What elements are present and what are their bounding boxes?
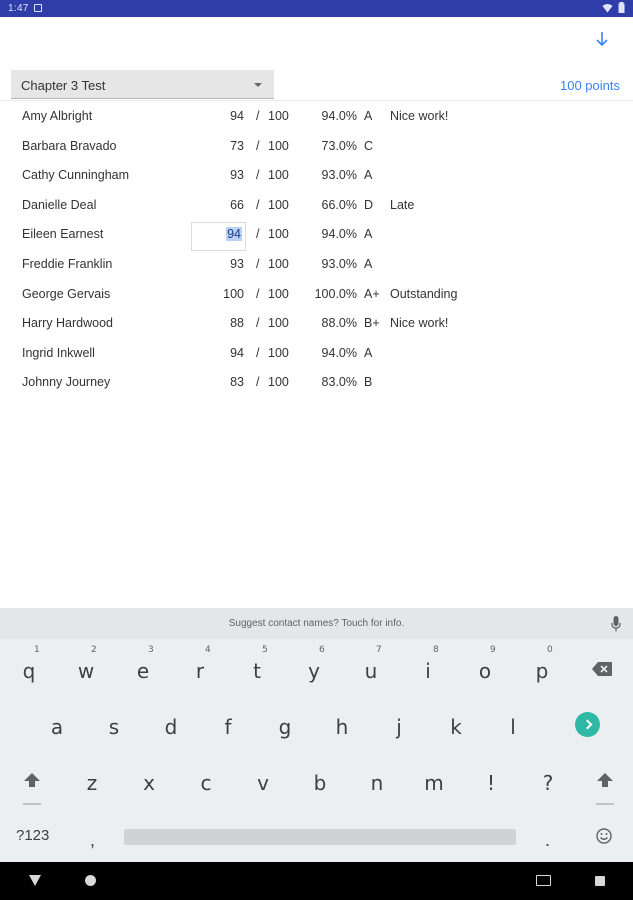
shift-left-icon[interactable] — [24, 773, 40, 787]
key-label: d — [164, 715, 178, 739]
key-hint: 7 — [376, 645, 382, 655]
key-exclamation[interactable] — [471, 771, 511, 795]
shift-left-indicator — [23, 803, 41, 805]
status-time: 1:47 — [8, 3, 29, 14]
key-hint: 2 — [91, 645, 97, 655]
test-select-dropdown[interactable] — [11, 70, 274, 99]
percent: 94.0% — [321, 345, 357, 360]
letter-grade: C — [364, 138, 374, 153]
key-label: e — [136, 659, 150, 683]
key-v[interactable] — [243, 771, 283, 795]
battery-icon — [618, 2, 625, 13]
score-separator: / — [256, 227, 260, 242]
student-name: Danielle Deal — [22, 197, 97, 212]
key-b[interactable] — [300, 771, 340, 795]
score-field[interactable]: 73 — [230, 138, 244, 153]
keyboard-switch-icon[interactable] — [536, 875, 551, 886]
letter-grade: A — [364, 256, 373, 271]
key-label: u — [364, 659, 378, 683]
score-separator: / — [256, 168, 260, 183]
key-q[interactable] — [9, 645, 49, 683]
score-field[interactable]: 66 — [230, 197, 244, 212]
key-u[interactable] — [351, 645, 391, 683]
back-icon[interactable] — [29, 875, 41, 886]
key-label: z — [86, 771, 98, 795]
key-e[interactable] — [123, 645, 163, 683]
key-label: j — [396, 715, 402, 739]
max-score: 100 — [268, 286, 289, 301]
student-name: Freddie Franklin — [22, 256, 113, 271]
key-label: l — [510, 715, 516, 739]
score-input[interactable] — [191, 222, 246, 251]
key-o[interactable] — [465, 645, 505, 683]
table-row-active[interactable] — [0, 219, 633, 249]
score-separator: / — [256, 345, 260, 360]
key-hint: 9 — [490, 645, 496, 655]
letter-grade: B+ — [364, 316, 380, 331]
percent: 93.0% — [321, 168, 357, 183]
table-row[interactable] — [0, 338, 633, 368]
score-field[interactable]: 94 — [230, 345, 244, 360]
score-separator: / — [256, 256, 260, 271]
key-label: n — [370, 771, 384, 795]
key-l[interactable] — [493, 715, 533, 739]
score-field[interactable]: 94 — [230, 109, 244, 123]
key-k[interactable] — [436, 715, 476, 739]
letter-grade: A+ — [364, 286, 380, 301]
score-separator: / — [256, 286, 260, 301]
score-field[interactable]: 93 — [230, 256, 244, 271]
key-label: p — [535, 659, 549, 683]
percent: 83.0% — [321, 375, 357, 390]
notification-icon — [34, 4, 42, 12]
comment[interactable]: Nice work! — [390, 316, 449, 331]
test-select-label: Chapter 3 Test — [21, 78, 106, 93]
key-label: c — [200, 771, 212, 795]
key-label: ! — [486, 771, 496, 795]
score-field[interactable]: 100 — [223, 286, 244, 301]
max-score: 100 — [268, 316, 289, 331]
key-i[interactable] — [408, 645, 448, 683]
max-score: 100 — [268, 109, 289, 123]
table-row[interactable] — [0, 279, 633, 309]
letter-grade: D — [364, 197, 374, 212]
key-label: b — [313, 771, 327, 795]
percent: 100.0% — [314, 286, 357, 301]
student-name: George Gervais — [22, 286, 111, 301]
table-row[interactable] — [0, 308, 633, 338]
key-label: g — [278, 715, 292, 739]
key-y[interactable] — [294, 645, 334, 683]
shift-right-indicator — [596, 803, 614, 805]
key-label: r — [195, 659, 205, 683]
suggestion-bar[interactable] — [0, 608, 633, 639]
table-row[interactable] — [0, 101, 633, 131]
system-nav-bar — [0, 862, 633, 900]
key-label: s — [108, 715, 120, 739]
score-field[interactable]: 93 — [230, 168, 244, 183]
student-name: Harry Hardwood — [22, 316, 114, 331]
key-question[interactable] — [528, 771, 568, 795]
table-row[interactable] — [0, 190, 633, 220]
max-score: 100 — [268, 197, 289, 212]
max-score: 100 — [268, 168, 289, 183]
score-separator: / — [256, 316, 260, 331]
key-hint: 0 — [547, 645, 553, 655]
letter-grade: A — [364, 227, 373, 242]
shift-right-icon[interactable] — [597, 773, 613, 787]
student-name: Barbara Bravado — [22, 138, 117, 153]
student-name: Eileen Earnest — [22, 227, 104, 242]
key-label: x — [143, 771, 155, 795]
student-name: Ingrid Inkwell — [22, 345, 95, 360]
table-row[interactable] — [0, 249, 633, 279]
symbols-key[interactable]: ?123 — [16, 827, 50, 844]
key-x[interactable] — [129, 771, 169, 795]
key-label: h — [335, 715, 349, 739]
percent: 73.0% — [321, 138, 357, 153]
percent: 66.0% — [321, 197, 357, 212]
key-t[interactable] — [237, 645, 277, 683]
table-row[interactable] — [0, 160, 633, 190]
letter-grade: A — [364, 109, 373, 123]
percent: 94.0% — [321, 109, 357, 123]
percent: 93.0% — [321, 256, 357, 271]
status-bar — [0, 0, 633, 17]
suggestion-text[interactable]: Suggest contact names? Touch for info. — [228, 618, 405, 629]
key-label: a — [50, 715, 64, 739]
max-score: 100 — [268, 256, 289, 271]
key-hint: 1 — [34, 645, 40, 655]
student-name: Johnny Journey — [22, 375, 111, 390]
score-separator: / — [256, 375, 260, 390]
period-key[interactable]: . — [545, 830, 551, 850]
backspace-icon[interactable] — [592, 662, 612, 676]
grade-table — [0, 101, 633, 397]
key-label: y — [308, 659, 320, 683]
download-icon[interactable] — [593, 30, 611, 48]
key-label: t — [253, 659, 261, 683]
recents-icon[interactable] — [595, 876, 605, 886]
key-label: w — [77, 659, 95, 683]
key-w[interactable] — [66, 645, 106, 683]
letter-grade: B — [364, 375, 373, 390]
microphone-icon[interactable] — [611, 616, 621, 632]
key-d[interactable] — [151, 715, 191, 739]
score-separator: / — [256, 138, 260, 153]
key-label: i — [425, 659, 431, 683]
score-input-selection[interactable]: 94 — [227, 227, 241, 242]
key-label: q — [22, 659, 36, 683]
comment[interactable]: Late — [390, 197, 415, 212]
key-p[interactable] — [522, 645, 562, 683]
letter-grade: A — [364, 168, 373, 183]
max-score: 100 — [268, 345, 289, 360]
key-m[interactable] — [414, 771, 454, 795]
student-name: Amy Albright — [22, 109, 93, 123]
key-hint: 3 — [148, 645, 154, 655]
key-hint: 4 — [205, 645, 211, 655]
emoji-icon[interactable] — [596, 828, 612, 844]
total-points[interactable]: 100 points — [560, 78, 620, 93]
key-label: k — [450, 715, 462, 739]
key-hint: 8 — [433, 645, 439, 655]
chevron-down-icon — [254, 83, 262, 87]
key-s[interactable] — [94, 715, 134, 739]
percent: 88.0% — [321, 316, 357, 331]
key-g[interactable] — [265, 715, 305, 739]
status-icons — [602, 2, 625, 13]
key-label: v — [257, 771, 269, 795]
percent: 94.0% — [321, 227, 357, 242]
space-bar[interactable] — [124, 829, 516, 845]
key-hint: 6 — [319, 645, 325, 655]
table-row[interactable] — [0, 367, 633, 397]
key-f[interactable] — [208, 715, 248, 739]
key-n[interactable] — [357, 771, 397, 795]
wifi-icon — [602, 3, 613, 13]
letter-grade: A — [364, 345, 373, 360]
key-c[interactable] — [186, 771, 226, 795]
comma-key[interactable]: , — [90, 830, 96, 850]
max-score: 100 — [268, 227, 289, 242]
score-separator: / — [256, 197, 260, 212]
score-field[interactable]: 83 — [230, 375, 244, 390]
enter-button[interactable] — [575, 712, 600, 737]
soft-keyboard — [0, 608, 633, 862]
max-score: 100 — [268, 138, 289, 153]
max-score: 100 — [268, 375, 289, 390]
student-name: Cathy Cunningham — [22, 168, 130, 183]
key-h[interactable] — [322, 715, 362, 739]
key-z[interactable] — [72, 771, 112, 795]
comment[interactable]: Outstanding — [390, 286, 458, 301]
key-label: f — [224, 715, 232, 739]
score-separator: / — [256, 109, 260, 123]
key-label: o — [478, 659, 492, 683]
key-label: m — [424, 771, 444, 795]
score-field[interactable]: 88 — [230, 316, 244, 331]
key-label: ? — [542, 771, 554, 795]
key-j[interactable] — [379, 715, 419, 739]
key-hint: 5 — [262, 645, 268, 655]
comment[interactable]: Nice work! — [390, 109, 449, 123]
home-icon[interactable] — [85, 875, 96, 886]
table-row[interactable] — [0, 131, 633, 161]
key-a[interactable] — [37, 715, 77, 739]
key-r[interactable] — [180, 645, 220, 683]
